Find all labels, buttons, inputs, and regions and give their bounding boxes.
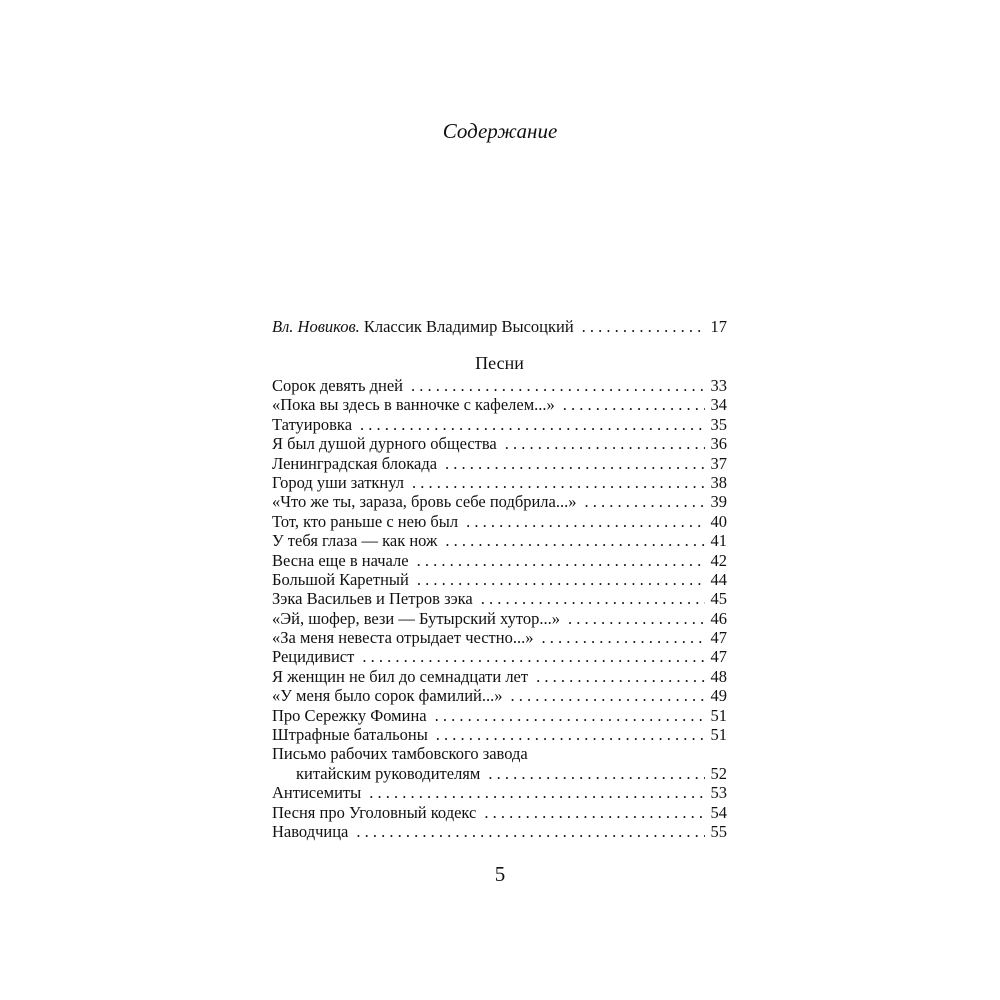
leader-dots [348,822,705,841]
leader-dots [428,725,705,744]
toc-entry-text: У тебя глаза — как нож [272,531,438,551]
intro-author: Вл. Новиков. [272,317,360,336]
toc-entry-text: Я женщин не бил до семнадцати лет [272,666,529,686]
leader-dots [480,764,705,783]
toc-entry [272,686,727,705]
toc-entry-multiline-first [272,744,727,763]
intro-title: Классик Владимир Высоцкий [363,317,574,336]
toc-entry-page: 45 [710,589,727,609]
toc-entry-page: 51 [710,705,727,725]
toc-entry-page: 38 [710,472,727,492]
toc-entry-text: Сорок девять дней [272,376,404,395]
toc-entry [272,454,727,473]
toc-entry-text: Наводчица [272,821,349,841]
toc-entry-multiline-continuation [272,764,727,783]
toc-entry [272,783,727,802]
toc-entry-text: Про Сережку Фомина [272,705,427,725]
toc-entry-page: 39 [710,492,727,512]
toc-entry-page: 44 [710,569,727,589]
leader-dots [497,434,705,453]
toc-entry-text: Тот, кто раньше с нею был [272,511,459,531]
toc-entry [272,531,727,550]
toc-entry [272,803,727,822]
toc-entry-text: Я был душой дурного общества [272,434,497,454]
toc-entry [272,434,727,453]
toc-entry [272,512,727,531]
toc-entry-text: Антисемиты [272,783,362,803]
table-of-contents [272,314,727,841]
leader-dots [458,512,705,531]
toc-entry-intro [272,314,727,340]
toc-entry-text: Весна еще в начале [272,550,409,570]
toc-entry-text: Большой Каретный [272,569,409,589]
leader-dots [427,706,705,725]
leader-dots [528,667,705,686]
toc-entry-text: Татуировка [272,414,353,434]
toc-entry [272,570,727,589]
toc-entry-text: «За меня невеста отрыдает честно...» [272,628,534,648]
toc-entry-page: 17 [710,317,727,336]
toc-entry-page: 41 [710,531,727,551]
toc-entry-text: «Эй, шофер, вези — Бутырский хутор...» [272,608,560,628]
toc-entry [272,706,727,725]
toc-entry-page: 37 [710,453,727,473]
page-title: Содержание [442,119,558,143]
leader-dots [533,628,705,647]
toc-entry-text: китайским руководителям [296,763,481,783]
leader-dots [409,551,705,570]
leader-dots [502,686,705,705]
toc-entry-text: Зэка Васильев и Петров зэка [272,589,473,609]
toc-entry-text: Рецидивист [272,647,355,667]
leader-dots [437,454,705,473]
toc-entry-page: 51 [710,725,727,745]
toc-entry [272,822,727,841]
toc-entry-page: 36 [710,434,727,454]
leader-dots [473,589,705,608]
toc-entry-page: 53 [710,783,727,803]
toc-entry-text: «Что же ты, зараза, бровь себе подбрила...» [272,492,577,512]
toc-entry-text [272,314,574,340]
toc-entry-text: Город уши заткнул [272,472,405,492]
toc-entry-page: 49 [710,686,727,706]
toc-entry-text: «Пока вы здесь в ванночке с кафелем...» [272,395,555,415]
leader-dots [560,609,705,628]
toc-entry [272,473,727,492]
leader-dots [574,314,705,340]
leader-dots [403,376,705,395]
toc-entry-text: Штрафные батальоны [272,725,428,745]
toc-entry [272,628,727,647]
toc-entry [272,415,727,434]
toc-entry-page: 47 [710,647,727,667]
leader-dots [354,647,705,666]
leader-dots [352,415,705,434]
toc-entry-page: 54 [710,802,727,822]
toc-entry-page: 55 [710,821,727,841]
toc-entry-text: Письмо рабочих тамбовского завода [272,744,528,764]
page-number: 5 [494,862,506,886]
toc-entry-text: «У меня было сорок фамилий...» [272,686,503,706]
toc-entry-page: 34 [710,395,727,415]
leader-dots [476,803,705,822]
toc-entry [272,647,727,666]
toc-entry-page: 46 [710,608,727,628]
toc-entry-page: 42 [710,550,727,570]
leader-dots [555,395,705,414]
toc-entry [272,725,727,744]
toc-entry [272,667,727,686]
toc-entry [272,376,727,395]
leader-dots [361,783,705,802]
toc-entry-page: 40 [710,511,727,531]
leader-dots [577,492,706,511]
toc-entry [272,492,727,511]
leader-dots [404,473,705,492]
leader-dots [437,531,705,550]
toc-entry-page: 47 [710,628,727,648]
toc-entry [272,589,727,608]
section-title: Песни [475,353,524,373]
toc-entry [272,395,727,414]
toc-entry [272,609,727,628]
toc-entry-page: 33 [710,376,727,395]
toc-entry-text: Песня про Уголовный кодекс [272,802,477,822]
toc-entry-page: 35 [710,414,727,434]
toc-entry-page: 52 [710,763,727,783]
toc-entry-page: 48 [710,666,727,686]
toc-entry-text: Ленинградская блокада [272,453,438,473]
toc-entry [272,551,727,570]
leader-dots [409,570,705,589]
